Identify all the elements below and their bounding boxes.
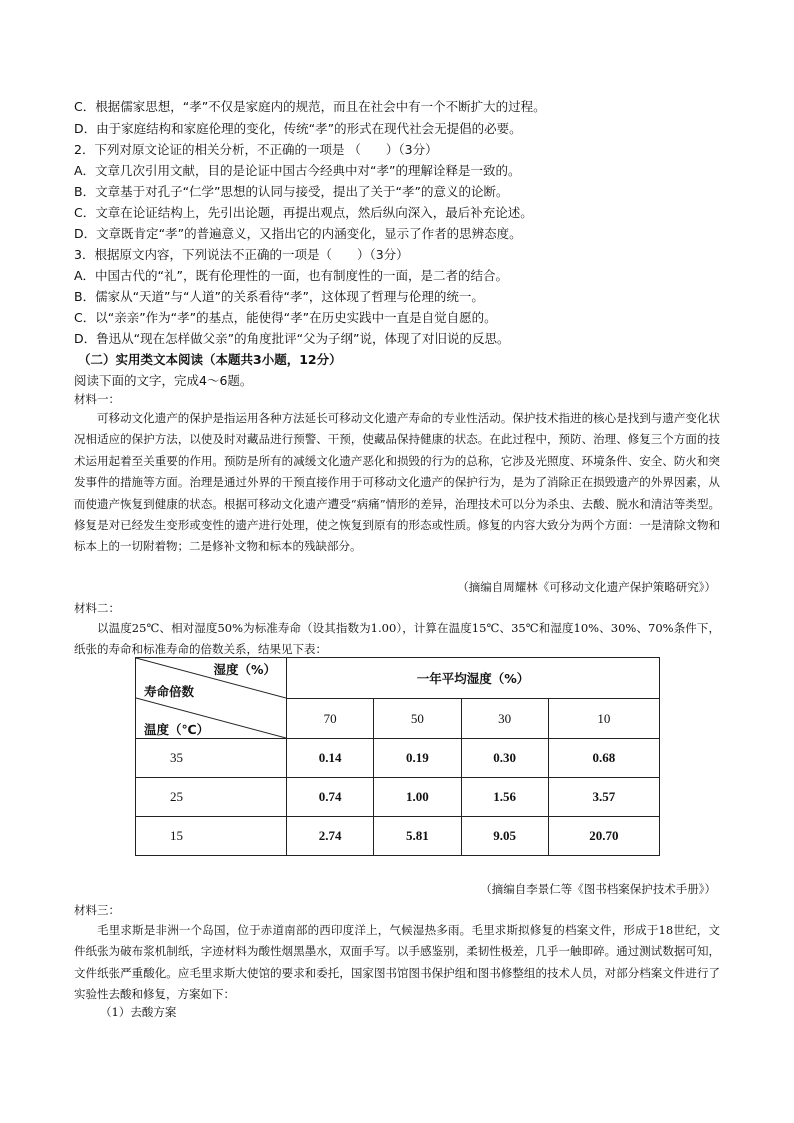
- value-cell: 3.57: [548, 778, 659, 817]
- q3-option-b: B．儒家从“天道”与“人道”的关系看待“孝”，这体现了哲理与伦理的统一。: [74, 289, 484, 304]
- q1-option-d: D．由于家庭结构和家庭伦理的变化，传统“孝”的形式在现代社会无提倡的必要。: [74, 121, 522, 136]
- humidity-col-10: 10: [548, 699, 659, 739]
- lifespan-table: [135, 657, 660, 856]
- value-cell: 0.14: [287, 739, 374, 778]
- q2-option-a: A．文章几次引用文献，目的是论证中国古今经典中对“孝”的理解诠释是一致的。: [74, 163, 521, 178]
- material3-label: 材料三：: [74, 903, 120, 917]
- value-cell: 5.81: [374, 817, 461, 856]
- q2-option-b: B．文章基于对孔子“仁学”思想的认同与接受，提出了关于“孝”的意义的论断。: [74, 184, 509, 199]
- q3-stem: 3．根据原文内容，下列说法不正确的一项是（ ）（3分）: [74, 247, 409, 262]
- section-title: （二）实用类文本阅读（本题共3小题，12分）: [78, 352, 342, 367]
- q2-stem: 2．下列对原文论证的相关分析，不正确的一项是 （ ）（3分）: [74, 142, 438, 157]
- value-cell: 1.56: [461, 778, 548, 817]
- value-cell: 0.68: [548, 739, 659, 778]
- table-corner-cell: [136, 658, 287, 739]
- corner-humidity-label: 湿度（%）: [213, 662, 276, 677]
- temp-cell: 15: [136, 817, 287, 856]
- value-cell: 1.00: [374, 778, 461, 817]
- humidity-group-header: 一年平均湿度（%）: [287, 658, 660, 699]
- material3-item1: （1）去酸方案: [100, 1005, 177, 1019]
- table-row: [136, 739, 660, 778]
- value-cell: 9.05: [461, 817, 548, 856]
- q2-option-d: D．文章既肯定“孝”的普遍意义，又指出它的内涵变化，显示了作者的思辨态度。: [74, 226, 522, 241]
- material2-text: 以温度25℃、相对湿度50%为标准寿命（设其指数为1.00），计算在温度15℃、35℃和湿度10%、30%、70%条件下，纸张的寿命和标准寿命的倍数关系，结果见下表：: [74, 621, 720, 657]
- material2-label: 材料二：: [74, 601, 120, 615]
- value-cell: 0.19: [374, 739, 461, 778]
- corner-temperature-label: 温度（℃）: [144, 722, 210, 737]
- material1-text: 可移动文化遗产的保护是指运用各种方法延长可移动文化遗产寿命的专业性活动。保护技术指进的核心是找到与遗产变化状况相适应的保护方法，以使及时对藏品进行预警、干预，使藏品保持健康的状态。在此过程中，预防、治理、修复三个方面的技术运用起着至关重要的作用。预防是所有的减缓文化遗产恶化和损毁的行为的总称，它涉及光照度、环境条件、安全、防火和突发事件的措施等方面。治理是通过外界的干预直接作用于可移动文化遗产的保护行为，是为了消除正在损毁遗产的外界因素，从而使遗产恢复到健康的状态。根据可移动文化遗产遭受“病痛”情形的差异，治理技术可以分为杀虫、去酸、脱水和清洁等类型。修复是对已经发生变形或变性的遗产进行处理，使之恢复到原有的形态或性质。修复的内容大致分为两个方面：一是清除文物和标本上的一切附着物；二是修补文物和标本的残缺部分。: [74, 411, 720, 554]
- humidity-col-70: 70: [287, 699, 374, 739]
- value-cell: 20.70: [548, 817, 659, 856]
- material3-text: 毛里求斯是非洲一个岛国，位于赤道南部的西印度洋上，气候湿热多雨。毛里求斯拟修复的档案文件，形成于18世纪，文件纸张为破布浆机制纸，字迹材料为酸性烟黑墨水，双面手写。以手感鉴别，柔韧性极差，几乎一触即碎。通过测试数据可知，文件纸张严重酸化。应毛里求斯大使馆的要求和委托，国家图书馆图书保护组和图书修整组的技术人员，对部分档案文件进行了实验性去酸和修复，方案如下：: [74, 923, 720, 1002]
- material1-source: （摘编自周耀林《可移动文化遗产保护策略研究》）: [457, 580, 716, 594]
- section-instruction: 阅读下面的文字，完成4～6题。: [74, 373, 253, 388]
- material2-source: （摘编自李景仁等《图书档案保护技术手册》）: [480, 882, 716, 896]
- q3-option-a: A．中国古代的“礼”，既有伦理性的一面，也有制度性的一面，是二者的结合。: [74, 268, 509, 283]
- q3-option-d: D．鲁迅从“现在怎样做父亲”的角度批评“父为子纲”说，体现了对旧说的反思。: [74, 331, 510, 346]
- q2-option-c: C．文章在论证结构上，先引出论题，再提出观点，然后纵向深入，最后补充论述。: [74, 205, 533, 220]
- humidity-col-50: 50: [374, 699, 461, 739]
- value-cell: 0.74: [287, 778, 374, 817]
- table-row: [136, 778, 660, 817]
- q1-option-c: C．根据儒家思想，“孝”不仅是家庭内的规范，而且在社会中有一个不断扩大的过程。: [74, 99, 546, 114]
- value-cell: 2.74: [287, 817, 374, 856]
- corner-multiple-label: 寿命倍数: [144, 684, 195, 699]
- humidity-col-30: 30: [461, 699, 548, 739]
- material1-label: 材料一：: [74, 392, 120, 406]
- temp-cell: 35: [136, 739, 287, 778]
- temp-cell: 25: [136, 778, 287, 817]
- value-cell: 0.30: [461, 739, 548, 778]
- table-row: [136, 817, 660, 856]
- q3-option-c: C．以“亲亲”作为“孝”的基点，能使得“孝”在历史实践中一直是自觉自愿的。: [74, 310, 497, 325]
